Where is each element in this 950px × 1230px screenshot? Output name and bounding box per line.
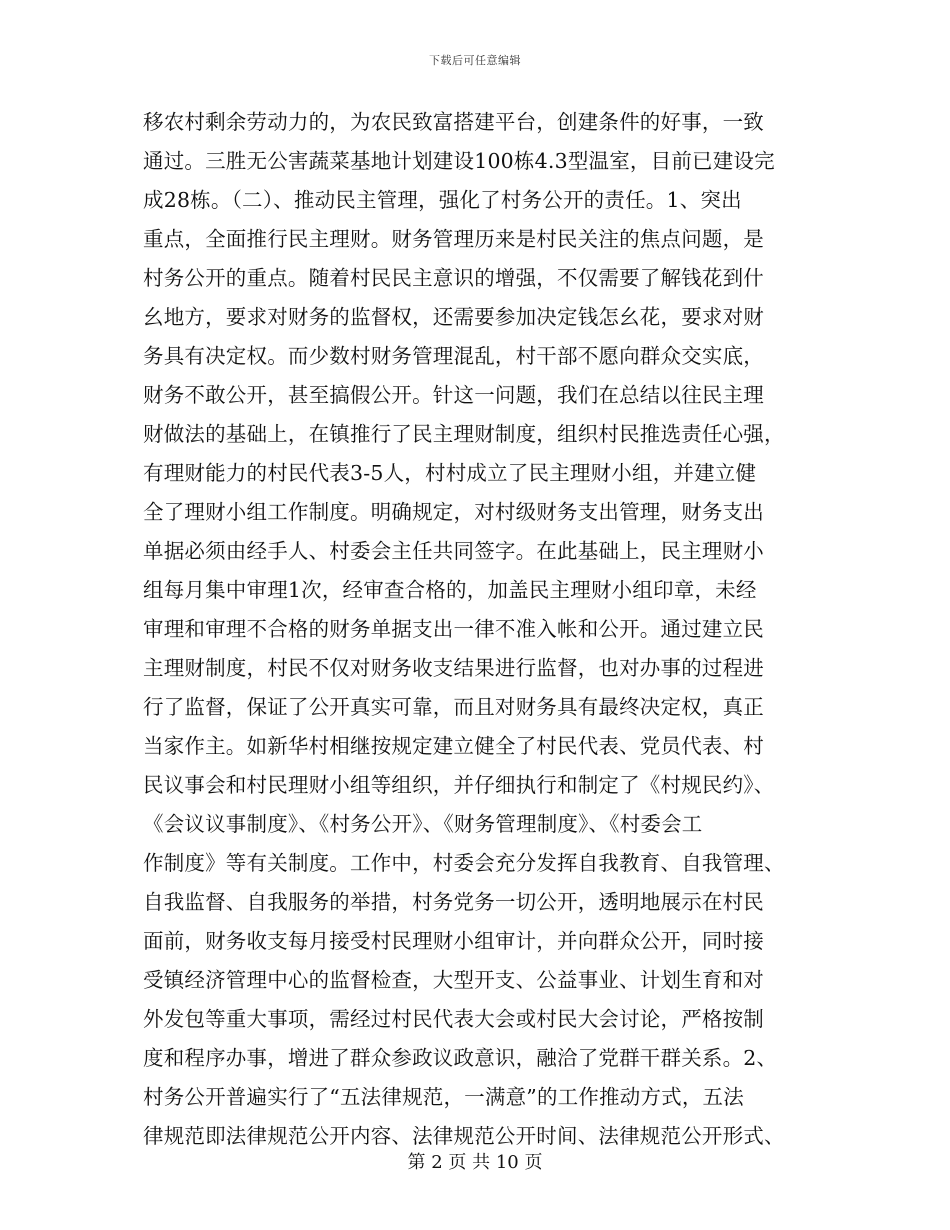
text-line: 通过。三胜无公害蔬菜基地计划建设100栋4.3型温室，目前已建设完 bbox=[143, 149, 775, 173]
text-line: 幺地方，要求对财务的监督权，还需要参加决定钱怎幺花，要求对财 bbox=[143, 305, 764, 329]
text-line: 村务公开的重点。随着村民民主意识的增强，不仅需要了解钱花到什 bbox=[143, 266, 764, 290]
text-line: 审理和审理不合格的财务单据支出一律不准入帐和公开。通过建立民 bbox=[143, 617, 764, 641]
text-line: 律规范即法律规范公开内容、法律规范公开时间、法律规范公开形式、 bbox=[143, 1124, 785, 1148]
text-line: 度和程序办事，增进了群众参政议政意识，融洽了党群干群关系。2、 bbox=[143, 1046, 778, 1070]
text-line: 重点，全面推行民主理财。财务管理历来是村民关注的焦点问题，是 bbox=[143, 227, 764, 251]
text-line: 村务公开普遍实行了“五法律规范，一满意”的工作推动方式，五法 bbox=[143, 1085, 744, 1109]
text-line: 成28栋。（二）、推动民主管理，强化了村务公开的责任。1、突出 bbox=[143, 188, 742, 212]
text-line: 作制度》等有关制度。工作中，村委会充分发挥自我教育、自我管理、 bbox=[143, 851, 785, 875]
text-line: 当家作主。如新华村相继按规定建立健全了村民代表、党员代表、村 bbox=[143, 734, 764, 758]
text-line: 面前，财务收支每月接受村民理财小组审计，并向群众公开，同时接 bbox=[143, 929, 764, 953]
text-line: 全了理财小组工作制度。明确规定，对村级财务支出管理，财务支出 bbox=[143, 500, 764, 524]
text-line: 有理财能力的村民代表3-5人，村村成立了民主理财小组，并建立健 bbox=[143, 461, 757, 485]
text-line: 财务不敢公开，甚至搞假公开。针这一问题，我们在总结以往民主理 bbox=[143, 383, 764, 407]
text-line: 自我监督、自我服务的举措，村务党务一切公开，透明地展示在村民 bbox=[143, 890, 764, 914]
text-line: 组每月集中审理1次，经审查合格的，加盖民主理财小组印章，未经 bbox=[143, 578, 757, 602]
text-line: 行了监督，保证了公开真实可靠，而且对财务具有最终决定权，真正 bbox=[143, 695, 764, 719]
text-line: 主理财制度，村民不仅对财务收支结果进行监督，也对办事的过程进 bbox=[143, 656, 764, 680]
text-line: 《会议议事制度》、《村务公开》、《财务管理制度》、《村委会工 bbox=[143, 812, 703, 836]
text-line: 受镇经济管理中心的监督检查，大型开支、公益事业、计划生育和对 bbox=[143, 968, 764, 992]
text-line: 外发包等重大事项，需经过村民代表大会或村民大会讨论，严格按制 bbox=[143, 1007, 764, 1031]
text-line: 单据必须由经手人、村委会主任共同签字。在此基础上，民主理财小 bbox=[143, 539, 764, 563]
text-line: 财做法的基础上，在镇推行了民主理财制度，组织村民推选责任心强， bbox=[143, 422, 785, 446]
text-line: 移农村剩余劳动力的，为农民致富搭建平台，创建条件的好事，一致 bbox=[143, 110, 764, 134]
text-line: 务具有决定权。而少数村财务管理混乱，村干部不愿向群众交实底， bbox=[143, 344, 764, 368]
body-text bbox=[143, 103, 813, 1156]
page-number-footer: 第 2 页 共 10 页 bbox=[407, 1152, 543, 1173]
page-header: 下载后可任意编辑 bbox=[429, 54, 521, 67]
text-line: 民议事会和村民理财小组等组织，并仔细执行和制定了《村规民约》、 bbox=[143, 773, 775, 797]
